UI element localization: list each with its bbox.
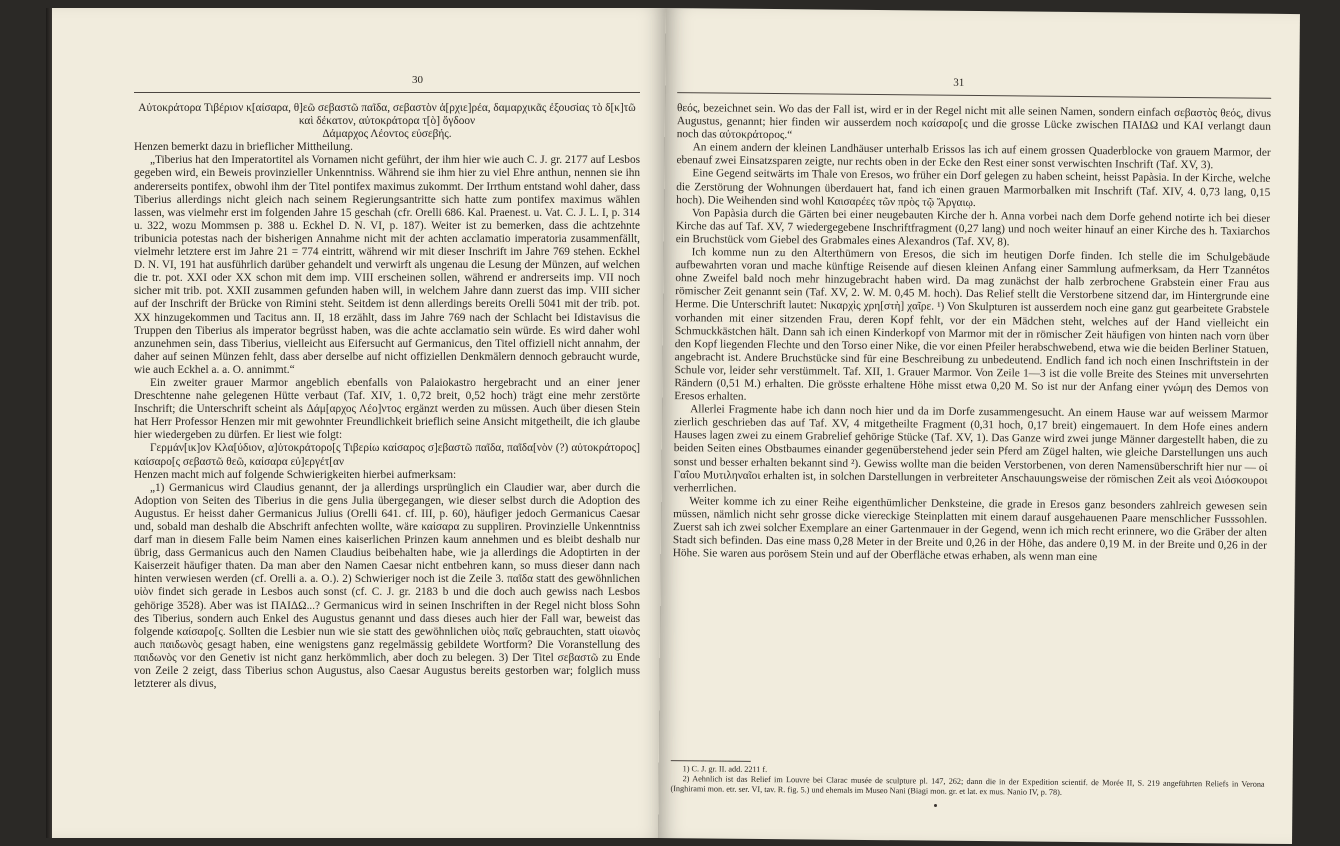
- paragraph: Weiter komme ich zu einer Reihe eigenthümlicher Denksteine, die grade in Eresos ganz besonders zahlreich gewesen sein müssen, nämlich nicht sehr grosse dicke viereckige Steinplatten mit einem darauf ausgehauenen Paare menschlicher Fusssohlen. Zuerst sah ich zwei solcher Exemplare an einer Gartenmauer in der Gegend, wenn ich mich recht erinnere, wo die Gräber der alten Stadt sich befinden. Das eine mass 0,28 Meter in der Breite und 0,26 in der Höhe, das andere 0,19 M. in der Breite und 0,26 in der Höhe. Sie waren aus porösem Stein und auf der Oberfläche etwas erhaben, als wenn man eine: [672, 495, 1268, 564]
- page-number-right: 31: [953, 76, 965, 89]
- footnote-rule: [671, 760, 751, 762]
- paragraph: Ein zweiter grauer Marmor angeblich ebenfalls von Palaiokastro hergebracht und an einer jener Dreschtenne nahe gelegenen Hütte verbaut (Taf. XIV, 1. 0,72 breit, 0,52 hoch) trägt eine mehr zerstörte Inschrift; die Unterschrift scheint als Δάμ[αρχος Λέο]ντος ergänzt werden zu müssen. Auch über diesen Stein hat Herr Professor Henzen mir mit gewohnter Freundlichkeit brieflich seine Ansicht mitgetheilt, die ich glaube hier wiedergeben zu dürfen. Er liest wie folgt:: [134, 376, 640, 442]
- paragraph: An einem andern der kleinen Landhäuser unterhalb Erissos las ich auf einem grossen Quaderblocke von grauem Marmor, der ebenauf zwei Einsatzsparen zeigte, nur rechts oben in der Ecke den Rest einer sonst verwischten Inschrift (Taf. XV, 3).: [676, 141, 1271, 172]
- paragraph: Αὐτοκράτορα Τιβέριον κ[αίσαρα, θ]εῶ σεβαστῶ παῖδα, σεβαστὸν ἀ[ρχιε]ρέα, δαμαρχικᾶς ἐξουσίας τὸ δ[κ]τῶ καὶ δέκατον, αὐτοκράτορα τ[ὸ] ὄγδοον: [138, 102, 636, 128]
- paragraph: Eine Gegend seitwärts im Thale von Eresos, wo früher ein Dorf gelegen zu haben scheint, heisst Papàsia. In der Kirche, welche die Zerstörung der Wohnungen überdauert hat, fand ich einen grauen Marmorbalken mit Inschrift (Taf. XIV, 4. 0,73 lang, 0,15 hoch). Die Weihenden sind wohl Καισαρέες τῶν πρὸς τῷ Ἄργαιῳ.: [676, 167, 1271, 209]
- paragraph: „1) Germanicus wird Claudius genannt, der ja allerdings ursprünglich ein Claudier war, aber durch die Adoption von Seiten des Tiberius in die gens Julia übergegangen, wie dieser selbst durch die Adoption des Augustus. Er heisst daher Germanicus Julius (Orelli 641. cf. III, p. 60), häufiger jedoch Germanicus Caesar und, sobald man deshalb die Abschrift anfechten wollte, wäre καίσαρα zu suppliren. Provinzielle Unkenntniss darf man in diesem Falle beim Namen eines kaiserlichen Prinzen kaum annehmen und es bleibt deshalb nur übrig, dass Germanicus auch den Namen Claudius beibehalten habe, wie ja allerdings die Adoptirten in der Kaiserzeit häufiger thaten. Da man aber den Namen Caesar nicht entbehren kann, so muss dieser dann nach hinten verwiesen werden (cf. Orelli a. a. O.). 2) Schwieriger noch ist die Zeile 3. παῖδα statt des gewöhnlichen υἱὸν findet sich gerade in Lesbos auch sonst (cf. C. J. gr. 2183 b und die doch auch gewiss nach Lesbos gehörige 3528). Aber was ist ΠΑΙΔΩ...? Germanicus wird in seinen Inschriften in der Regel nicht bloss Sohn des Tiberius, sondern auch Enkel des Augustus genannt und dass dieses auch hier der Fall war, beweist das folgende καίσαρο[ς. Sollten die Lesbier nun wie sie statt des gewöhnlichen υἱὸς παῖς gebrauchten, statt υἱωνὸς auch παιδωνὸς gesagt haben, eine wenigstens ganz regelmässig gebildete Wortform? Die Voranstellung des παιδωνὸς vor den Genetiv ist nicht ganz herkömmlich, aber doch zu belegen. 3) Der Titel σεβαστῶ zu Ende von Zeile 2 zeigt, dass Tiberius schon Augustus, also Caesar Augustus bereits gestorben war; folglich muss letzterer als divus,: [134, 481, 640, 691]
- paragraph: Henzen macht mich auf folgende Schwierigkeiten hierbei aufmerksam:: [134, 468, 457, 481]
- left-page-body: [134, 102, 640, 691]
- paragraph: „Tiberius hat den Imperatortitel als Vornamen nicht geführt, der ihm hier wie auch C. J. gr. 2177 auf Lesbos gegeben wird, ein Beweis provinzieller Unkenntniss. Während sie ihm hier zu viel Ehre anthun, nennen sie ihn andererseits pontifex, obwohl ihm der Titel pontifex maximus zukommt. Der Irrthum entstand wohl daher, dass Tiberius allerdings nicht gleich nach seinem Regierungsantritte sich hatte zum pontifex maximus wählen lassen, was vielmehr erst im folgenden Jahre 15 geschah (cfr. Orelli 686. Kal. Praenest. u. Vat. C. J. L. I, p. 314 u. 322, wozu Mommsen p. 388 u. Eckhel D. N. VI, p. 187). Weiter ist zu bemerken, dass die achtzehnte tribunicia potestas nach der bisherigen Annahme nicht mit der achten acclamatio imperatoria zusammenfällt, vielmehr letztere erst im Jahre 21 = 774 eintritt, während wir mit dieser Inschrift im Jahre 769 stehen. Eckhel D. N. VI, 191 hat ausführlich darüber gehandelt und verwirft als ungenau die Lesung der Münzen, auf welchen die tr. pot. XXI oder XX schon mit dem imp. VIII erscheinen sollen, während er andrerseits imp. VII noch sicher mit trib. pot. XXII zusammen gefunden haben will, in welchem Jahre dann zuerst das imp. VIII sicher auf der Inschrift der Brücke von Rimini steht. Seitdem ist denn allerdings bereits Orelli 5041 mit der trib. pot. XX hinzugekommen und Tacitus ann. II, 18 erzählt, dass im Jahre 769 nach der Schlacht bei Idistavisus die Truppen den Tiberius als imperator begrüsst haben, was die achte acclamatio sein würde. Es wird daher wohl anzunehmen sein, dass Tiberius, vielleicht aus Eifersucht auf Germanicus, den Titel offiziell nicht annahm, der daher auf seinen Münzen fehlt, dass aber derselbe auf nicht offiziellen Denkmälern dennoch gebraucht wurde, wie auch Eckhel a. a. O. annimmt.“: [134, 154, 640, 376]
- paragraph: Δάμαρχος Λέοντος εὐσεβής.: [322, 128, 452, 141]
- footnote: 1) C. J. gr. II. add. 2211 f.: [682, 764, 768, 775]
- paragraph: Allerlei Fragmente habe ich dann noch hier und da im Dorfe zusammengesucht. An einem Hause war auf weissem Marmor zierlich geschrieben das auf Taf. XV, 4 mitgetheilte Fragment (0,31 hoch, 0,17 breit) eingemauert. In dem Hofe eines andern Hauses lagen zwei zu einem Grabrelief gehörige Stücke (Taf. XV, 1). Das Ganze wird zwei junge Männer dargestellt haben, die zu beiden Seiten eines Obstbaumes einander gegenüberstehend jeder sein Pferd am Zügel halten, wie gleiche Darstellungen uns auch sonst und besser erhalten bekannt sind ²). Gewiss wollte man die beiden Verstorbenen, von deren Namensüberschrift hier nur — οἱ Γαΐου Μυτιληναῖοι erhalten ist, in solchen Darstellungen in verbreiteter Anschauungsweise der römischen Zeit als νεοὶ Διόσκουροι verherrlichen.: [673, 403, 1269, 495]
- header-rule-left: [134, 92, 640, 93]
- right-page: [658, 8, 1300, 844]
- paragraph: θεός, bezeichnet sein. Wo das der Fall ist, wird er in der Regel nicht mit alle seinen Namen, sondern einfach σεβαστὸς θεός, divus Augustus, genannt; hier finden wir ausserdem noch καίσαρο[ς und die grosse Lücke zwischen ΠΑΙΔΩ und ΚΑΙ verlangt daun noch das αὐτοκράτορος.“: [676, 102, 1272, 142]
- right-page-body: [673, 102, 1271, 566]
- footnotes: [670, 760, 1264, 800]
- paragraph: Ich komme nun zu den Alterthümern von Eresos, die sich im heutigen Dorfe finden. Ich stelle die im Schulgebäude aufbewahrten voran und mache künftige Reisende auf diesen kleinen Anfang einer Sammlung aufmerksam, da Herr Tzannétos ohne Zweifel bald noch mehr hinzugebracht haben wird. Da mag zunächst der halb zerbrochene Grabstein einer Frau aus römischer Zeit genannt sein (Taf. XV, 2. W. M. 0,45 M. hoch). Das Relief stellt die Verstorbene sitzend dar, im Hintergrunde eine Herme. Die Unterschrift lautet: Νικαρχὶς χρη[στὴ] χαῖρε. ¹) Von Skulpturen ist ausserdem noch eine ganz gut gearbeitete Grabstele vorhanden mit einer sitzenden Frau, deren Kopf fehlt, vor der ein Mädchen steht, welches auf der Hand vielleicht ein Schmuckkästchen hält. Dann sah ich einen Kinderkopf von Marmor mit der in römischer Zeit häufigen von hinten nach vorn über den Kopf liegenden Flechte und den Torso einer Nike, die vor einen Pfeiler herabschwebend, etwa wie die beiden Berliner Statuen, angebracht ist. Andere Bruchstücke sind für eine Beschreibung zu unbedeutend. Endlich fand ich noch einen Inschriftstein in der Schule vor, leider sehr verstümmelt. Taf. XII, 1. Grauer Marmor. Von Zeile 1—3 ist die volle Breite des Steines mit unversehrten Rändern (0,51 M.) erhalten. Die grösste erhaltene Höhe misst etwa 0,20 M. So ist nur der Anfang einer γνώμη des Demos von Eresos erhalten.: [674, 246, 1270, 403]
- header-rule-right: [677, 92, 1271, 99]
- page-number-left: 30: [412, 74, 423, 86]
- left-page: [52, 8, 666, 838]
- paragraph: Henzen bemerkt dazu in brieflicher Mittheilung.: [134, 141, 353, 154]
- footnote: 2) Aehnlich ist das Relief im Louvre bei Clarac musée de sculpture pl. 147, 262; dann die in der Expedition scientif. de Morée II, S. 219 angeführten Reliefs in Verona (Inghirami mon. etr. ser. VI, tav. R. fig. 5.) und ehemals im Museo Nani (Biagi mon. gr. et lat. ex mus. Nanio IV, p. 78).: [670, 774, 1265, 797]
- paragraph: Von Papàsia durch die Gärten bei einer neugebauten Kirche der h. Anna vorbei nach dem Dorfe gehend notirte ich bei dieser Kirche das auf Taf. XV, 7 wiedergegebene Inschriftfragment (0,27 lang) und noch weiter hinauf an einer Kirche des h. Taxiarchos ein Bruchstück vom Giebel des Grabmales eines Alexandros (Taf. XV, 8).: [675, 207, 1271, 249]
- paragraph: Γερμάν[ικ]ον Κλα[ύδιον, α]ὐτοκράτορο[ς Τιβερίω καίσαρος σ]εβαστῶ παῖδα, παῖδα[νὸν (?) αὐτοκράτορος] καίσαρο[ς σεβαστῶ θεῶ, καίσαρα εὐ]εργέτ[αν: [134, 442, 640, 468]
- ink-speck: [934, 804, 937, 807]
